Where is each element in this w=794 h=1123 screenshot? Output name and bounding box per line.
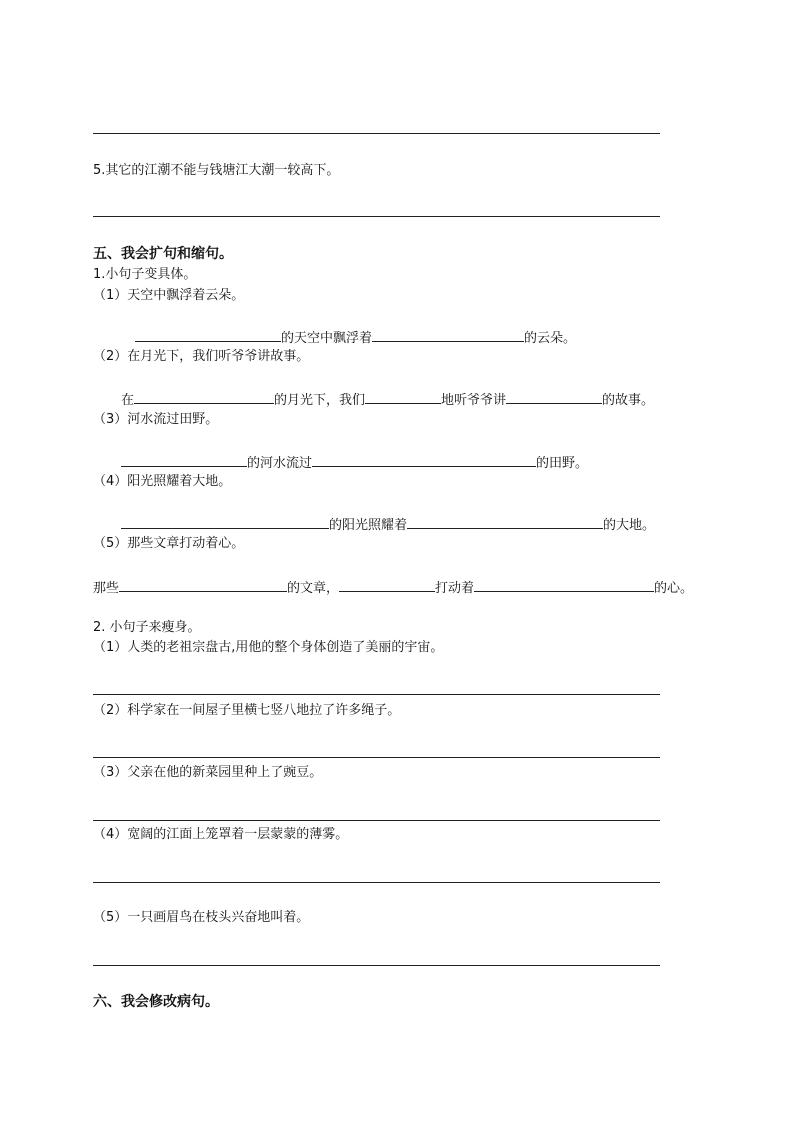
fill-text: 的云朵。 <box>524 331 577 346</box>
fill-text: 那些 <box>93 581 120 596</box>
blank[interactable] <box>312 453 536 467</box>
answer-line[interactable] <box>93 820 660 821</box>
fill-row <box>93 578 693 597</box>
fill-text: 的田野。 <box>536 456 589 471</box>
blank[interactable] <box>121 515 329 529</box>
prompt: （1）天空中飘浮着云朵。 <box>93 288 245 303</box>
blank[interactable] <box>119 578 287 592</box>
fill-text: 地听爷爷讲 <box>441 393 507 408</box>
answer-line[interactable] <box>93 757 660 758</box>
part-title: 1.小句子变具体。 <box>93 267 197 282</box>
answer-line[interactable] <box>93 694 660 695</box>
question-5: 5.其它的江潮不能与钱塘江大潮一较高下。 <box>93 163 340 178</box>
prompt: （5）那些文章打动着心。 <box>93 536 245 551</box>
blank[interactable] <box>134 390 274 404</box>
blank[interactable] <box>135 328 281 342</box>
fill-row <box>121 453 588 472</box>
answer-line[interactable] <box>93 216 660 217</box>
blank[interactable] <box>474 578 654 592</box>
answer-line[interactable] <box>93 965 660 966</box>
fill-text: 的文章， <box>287 581 340 596</box>
answer-line[interactable] <box>93 882 660 883</box>
blank[interactable] <box>365 390 441 404</box>
fill-text: 的天空中飘浮着 <box>281 331 373 346</box>
prompt: （2）科学家在一间屋子里横七竖八地拉了许多绳子。 <box>93 703 401 718</box>
prompt: （5）一只画眉鸟在枝头兴奋地叫着。 <box>93 910 310 925</box>
fill-text: 的河水流过 <box>247 456 313 471</box>
fill-text: 的故事。 <box>602 393 655 408</box>
section-title: 五、我会扩句和缩句。 <box>93 246 233 262</box>
fill-text: 的心。 <box>654 581 694 596</box>
prompt: （4）阳光照耀着大地。 <box>93 474 232 489</box>
fill-text: 的月光下，我们 <box>274 393 366 408</box>
blank[interactable] <box>372 328 524 342</box>
part-title: 2. 小句子来瘦身。 <box>93 620 201 635</box>
fill-row <box>121 390 654 409</box>
fill-text: 的大地。 <box>603 518 656 533</box>
fill-text: 在 <box>121 393 135 408</box>
prompt: （4）宽阔的江面上笼罩着一层蒙蒙的薄雾。 <box>93 827 349 842</box>
answer-line[interactable] <box>93 133 660 134</box>
fill-text: 的阳光照耀着 <box>329 518 408 533</box>
fill-row <box>135 328 576 347</box>
section-title: 六、我会修改病句。 <box>93 994 219 1010</box>
fill-row <box>121 515 655 534</box>
blank[interactable] <box>339 578 435 592</box>
fill-text: 打动着 <box>435 581 475 596</box>
blank[interactable] <box>121 453 247 467</box>
blank[interactable] <box>506 390 602 404</box>
prompt: （3）河水流过田野。 <box>93 412 219 427</box>
prompt: （1）人类的老祖宗盘古,用他的整个身体创造了美丽的宇宙。 <box>93 640 444 655</box>
blank[interactable] <box>407 515 603 529</box>
prompt: （3）父亲在他的新菜园里种上了豌豆。 <box>93 765 323 780</box>
prompt: （2）在月光下，我们听爷爷讲故事。 <box>93 349 310 364</box>
